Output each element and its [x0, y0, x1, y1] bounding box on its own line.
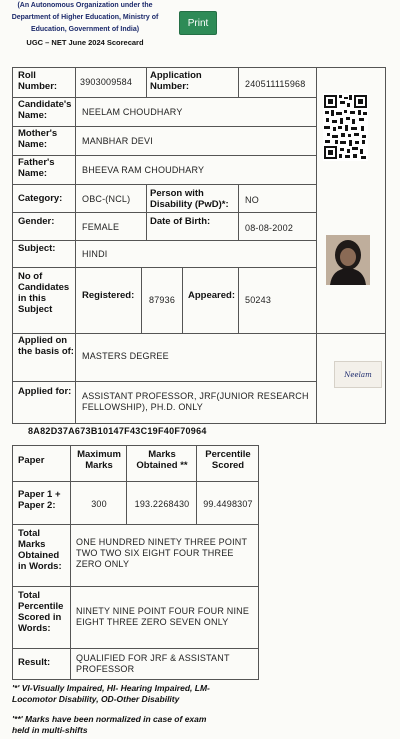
- candidates-count-label: No of Candidates in this Subject: [18, 271, 70, 315]
- category-value: OBC-(NCL): [82, 194, 131, 204]
- verification-hash: 8A82D37A673B10147F43C19F40F70964: [28, 426, 207, 436]
- applied-for-label: Applied for:: [18, 386, 72, 397]
- max-marks-value: 300: [91, 499, 107, 509]
- mother-name-value: MANBHAR DEVI: [82, 136, 153, 146]
- col-max-header: Maximum Marks: [77, 449, 121, 471]
- col-paper-header: Paper: [18, 455, 45, 466]
- appeared-value: 50243: [245, 295, 272, 305]
- total-marks-words-value: ONE HUNDRED NINETY THREE POINT TWO TWO SIX EIGHT FOUR THREE ZERO ONLY: [76, 537, 248, 569]
- total-percentile-words-value: NINETY NINE POINT FOUR FOUR NINE EIGHT THREE ZERO SEVEN ONLY: [76, 606, 250, 627]
- candidate-signature: [334, 361, 382, 388]
- page-title: UGC – NET June 2024 Scorecard: [26, 38, 144, 47]
- footnote-normalization: '**' Marks have been normalized in case of exam held in multi-shifts: [12, 714, 207, 735]
- dob-label: Date of Birth:: [150, 216, 211, 227]
- print-button[interactable]: Print: [179, 11, 217, 35]
- total-marks-words-label: Total Marks Obtained in Words:: [18, 528, 62, 572]
- basis-label: Applied on the basis of:: [18, 335, 74, 357]
- signature-text: Neelam: [344, 370, 372, 379]
- marks-obtained-value: 193.2268430: [134, 499, 190, 509]
- registered-label: Registered:: [82, 290, 135, 301]
- father-name-value: BHEEVA RAM CHOUDHARY: [82, 165, 205, 175]
- footnote-disability: '*' VI-Visually Impaired, HI- Hearing Impaired, LM-Locomotor Disability, OD-Other Disability: [12, 683, 210, 704]
- application-number-label: Application Number:: [150, 70, 202, 92]
- category-label: Category:: [18, 193, 63, 204]
- candidate-photo: [326, 235, 370, 285]
- candidate-name-label: Candidate's Name:: [18, 99, 72, 121]
- percentile-value: 99.4498307: [203, 499, 253, 509]
- mother-name-label: Mother's Name:: [18, 128, 58, 150]
- father-name-label: Father's Name:: [18, 157, 55, 179]
- roll-number-label: Roll Number:: [18, 70, 58, 92]
- pwd-label: Person with Disability (PwD)*:: [150, 188, 229, 210]
- result-label: Result:: [18, 657, 51, 668]
- application-number-value: 240511115968: [245, 79, 306, 89]
- basis-value: MASTERS DEGREE: [82, 351, 169, 361]
- col-obtained-header: Marks Obtained **: [136, 449, 188, 471]
- total-percentile-words-label: Total Percentile Scored in Words:: [18, 590, 64, 634]
- gender-value: FEMALE: [82, 222, 120, 232]
- applied-for-value: ASSISTANT PROFESSOR, JRF(JUNIOR RESEARCH FELLOWSHIP), PH.D. ONLY: [82, 391, 309, 412]
- header-org-line: (An Autonomous Organization under the: [17, 2, 153, 9]
- paper-row-label: Paper 1 + Paper 2:: [18, 489, 61, 511]
- header-dept-line: Department of Higher Education, Ministry of: [11, 14, 159, 21]
- result-value: QUALIFIED FOR JRF & ASSISTANT PROFESSOR: [76, 653, 230, 674]
- qr-code-icon: [323, 93, 368, 161]
- gender-label: Gender:: [18, 216, 55, 227]
- registered-value: 87936: [149, 295, 176, 305]
- dob-value: 08-08-2002: [245, 223, 294, 233]
- header-ministry-line: Education, Government of India): [30, 26, 140, 33]
- roll-number-value: 3903009584: [80, 77, 133, 87]
- candidate-name-value: NEELAM CHOUDHARY: [82, 107, 183, 117]
- pwd-value: NO: [245, 195, 259, 205]
- subject-label: Subject:: [18, 243, 56, 254]
- subject-value: HINDI: [82, 249, 108, 259]
- col-percentile-header: Percentile Scored: [205, 449, 251, 471]
- appeared-label: Appeared:: [188, 290, 235, 301]
